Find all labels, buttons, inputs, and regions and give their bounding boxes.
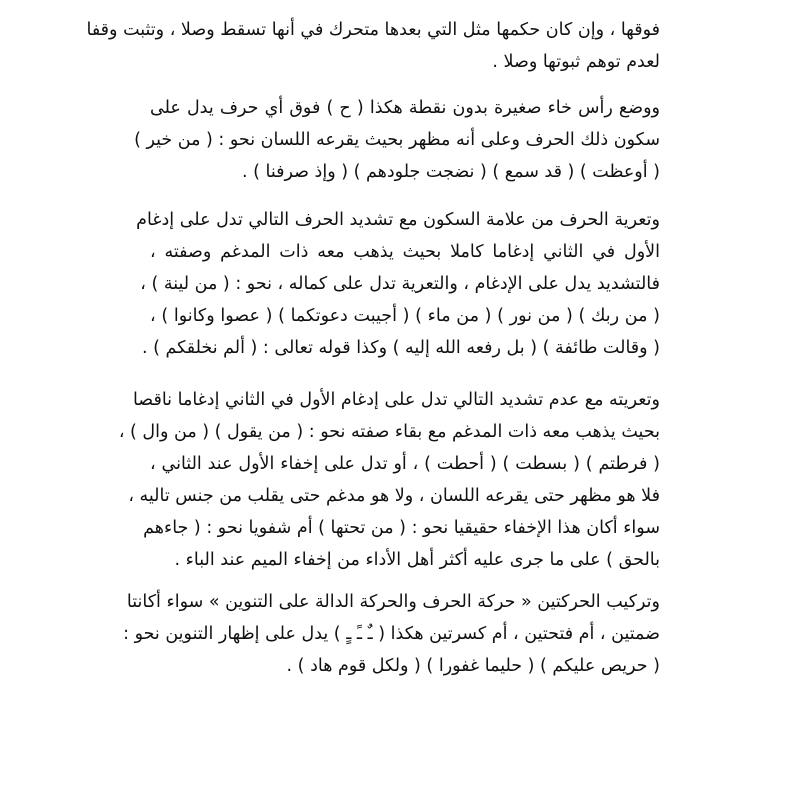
text-line: ووضع رأس خاء صغيرة بدون نقطة هكذا ( ح ) فوق أي حرف يدل على <box>150 98 660 118</box>
text-line: ضمتين ، أم فتحتين ، أم كسرتين هكذا ( ـٌ ـً ـٍ ) يدل على إظهار التنوين نحو : <box>123 624 660 644</box>
text-line: فوقها ، وإن كان حكمها مثل التي بعدها متحرك في أنها تسقط وصلا ، وتثبت وقفا <box>86 20 660 40</box>
text-line: سكون ذلك الحرف وعلى أنه مظهر بحيث يقرعه اللسان نحو : ( من خير ) <box>134 130 660 150</box>
paragraph-partial-idgham <box>118 384 660 576</box>
text-line: فالتشديد يدل على الإدغام ، والتعرية تدل على كماله ، نحو : ( من لينة ) ، <box>140 274 660 294</box>
paragraph-tanween <box>123 586 660 682</box>
text-line: وتركيب الحركتين « حركة الحرف والحركة الدالة على التنوين » سواء أكانتا <box>126 592 660 612</box>
text-line: ( أوعظت ) ( قد سمع ) ( نضجت جلودهم ) ( وإذ صرفنا ) . <box>241 162 660 182</box>
text-line: وتعريته مع عدم تشديد التالي تدل على إدغام الأول في الثاني إدغاما ناقصا <box>132 390 660 410</box>
text-line: الأول في الثاني إدغاما كاملا بحيث يذهب معه ذات المدغم وصفته ، <box>150 242 660 262</box>
text-line: ( فرطتم ) ( بسطت ) ( أحطت ) ، أو تدل على إخفاء الأول عند الثاني ، <box>150 454 660 474</box>
text-line: سواء أكان هذا الإخفاء حقيقيا نحو : ( من تحتها ) أم شفويا نحو : ( جاءهم <box>143 518 660 538</box>
text-line: بحيث يذهب معه ذات المدغم مع بقاء صفته نحو : ( من يقول ) ( من وال ) ، <box>118 422 660 442</box>
paragraph-sukun-mark <box>134 92 660 188</box>
text-line: ( من ربك ) ( من نور ) ( من ماء ) ( أجيبت دعوتكما ) ( عصوا وكانوا ) ، <box>150 306 660 326</box>
text-line: بالحق ) على ما جرى عليه أكثر أهل الأداء من إخفاء الميم عند الباء . <box>174 550 660 570</box>
text-line: وتعرية الحرف من علامة السكون مع تشديد الحرف التالي تدل على إدغام <box>136 210 660 230</box>
text-line: ( وقالت طائفة ) ( بل رفعه الله إليه ) وكذا قوله تعالى : ( ألم نخلقكم ) . <box>141 338 660 358</box>
paragraph-full-idgham <box>136 204 660 364</box>
text-line: فلا هو مظهر حتى يقرعه اللسان ، ولا هو مدغم حتى يقلب من جنس تاليه ، <box>128 486 660 506</box>
text-line: ( حريص عليكم ) ( حليما غفورا ) ( ولكل قوم هاد ) . <box>286 656 660 676</box>
paragraph-silent-alif <box>86 14 660 78</box>
text-line: لعدم توهم ثبوتها وصلا . <box>492 52 660 72</box>
